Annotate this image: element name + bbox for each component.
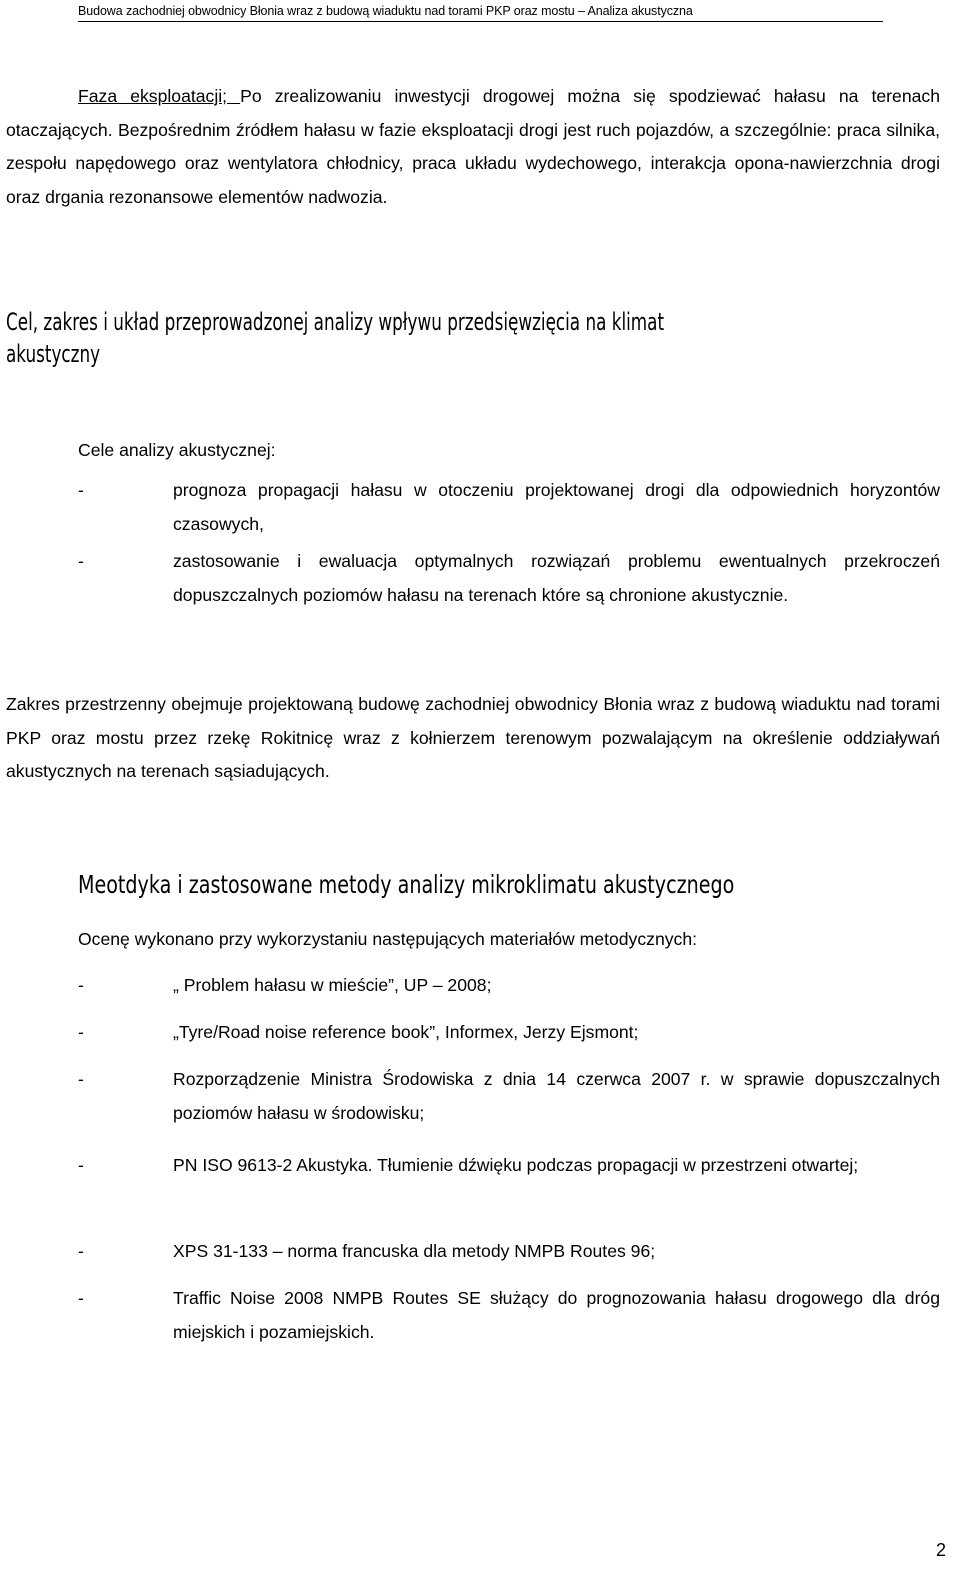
list-item-text: „Tyre/Road noise reference book”, Informex, Jerzy Ejsmont; — [173, 1022, 639, 1042]
goals-lead: Cele analizy akustycznej: — [78, 440, 276, 460]
list-dash: - — [78, 1241, 84, 1261]
intro-paragraph — [6, 80, 940, 214]
scope-paragraph: Zakres przestrzenny obejmuje projektowaną budowę zachodniej obwodnicy Błonia wraz z budową wiaduktu nad torami PKP oraz mostu przez rzekę Rokitnicę wraz z kołnierzem terenowym pozwalającym na określenie oddziaływań akustycznych na terenach sąsiadujących. — [6, 694, 940, 781]
header-title: Budowa zachodniej obwodnicy Błonia wraz z budową wiaduktu nad torami PKP oraz mostu – Analiza akustyczna — [78, 4, 693, 18]
list-item-text: Traffic Noise 2008 NMPB Routes SE służący do prognozowania hałasu drogowego dla dróg miejskich i pozamiejskich. — [173, 1288, 940, 1342]
list-item-text: „ Problem hałasu w mieście”, UP – 2008; — [173, 975, 492, 995]
list-dash: - — [78, 1069, 84, 1089]
header-rule — [78, 21, 883, 22]
list-dash: - — [78, 480, 84, 500]
page-number: 2 — [935, 1540, 946, 1560]
list-dash: - — [78, 1022, 84, 1042]
list-item-text: Rozporządzenie Ministra Środowiska z dnia 14 czerwca 2007 r. w sprawie dopuszczalnych poziomów hałasu w środowisku; — [173, 1069, 940, 1123]
section1-heading-line1: Cel, zakres i układ przeprowadzonej analizy wpływu przedsięwzięcia na klimat — [6, 308, 665, 336]
intro-label: Faza eksploatacji; — [78, 86, 241, 106]
list-item-text: zastosowanie i ewaluacja optymalnych rozwiązań problemu ewentualnych przekroczeń dopuszczalnych poziomów hałasu na terenach które są chronione akustycznie. — [173, 551, 940, 605]
list-dash: - — [78, 551, 84, 571]
list-dash: - — [78, 1155, 84, 1175]
list-item-text: XPS 31-133 – norma francuska dla metody NMPB Routes 96; — [173, 1241, 656, 1261]
list-item-text: prognoza propagacji hałasu w otoczeniu projektowanej drogi dla odpowiednich horyzontów czasowych, — [173, 480, 940, 534]
running-header — [0, 0, 960, 24]
list-dash: - — [78, 1288, 84, 1308]
methods-lead: Ocenę wykonano przy wykorzystaniu następujących materiałów metodycznych: — [78, 929, 697, 949]
list-item-text: PN ISO 9613-2 Akustyka. Tłumienie dźwięku podczas propagacji w przestrzeni otwartej; — [173, 1155, 859, 1175]
section1-heading-line2: akustyczny — [6, 340, 101, 368]
intro-text: Po zrealizowaniu inwestycji drogowej można się spodziewać hałasu na terenach otaczających. Bezpośrednim źródłem hałasu w fazie eksploatacji drogi jest ruch pojazdów, a szczególnie: praca silnika, zespołu napędowego oraz wentylatora chłodnicy, praca układu wydechowego, interakcja opona-nawierzchnia drogi oraz drgania rezonansowe elementów nadwozia. — [6, 86, 940, 207]
list-dash: - — [78, 975, 84, 995]
section2-heading: Meotdyka i zastosowane metody analizy mikroklimatu akustycznego — [78, 870, 735, 899]
